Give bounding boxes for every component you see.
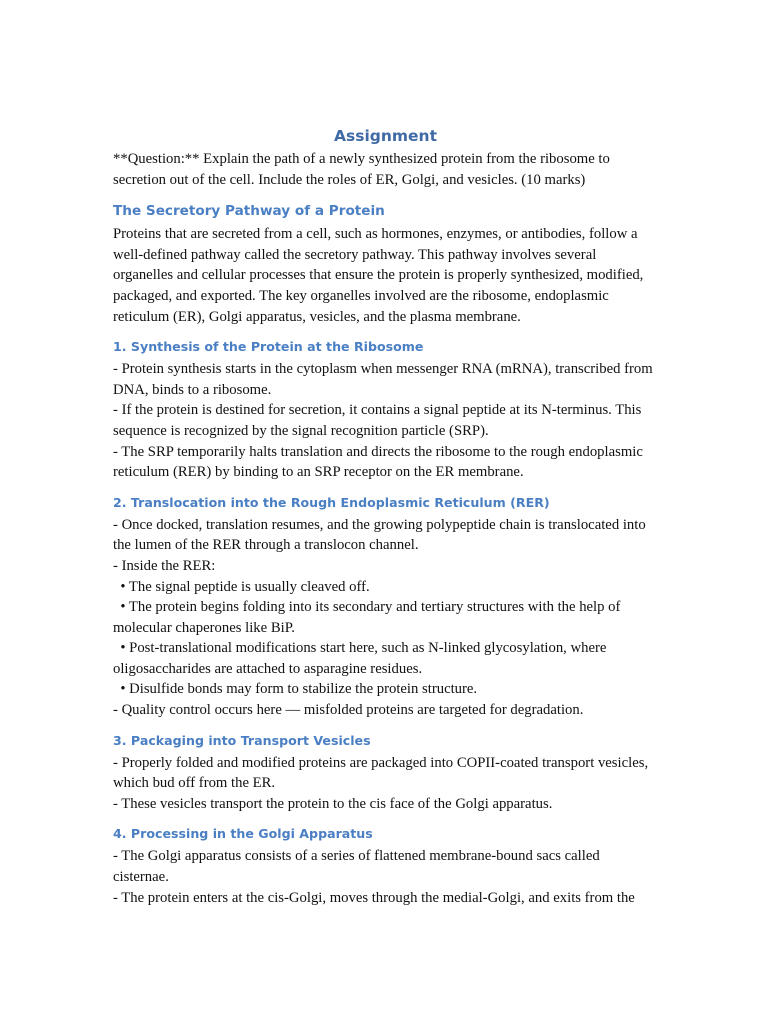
- body-line: - Properly folded and modified proteins are packaged into COPII-coated transport vesicles, which bud off from the ER.: [113, 754, 649, 792]
- section-1: [113, 337, 658, 483]
- body-line: - The protein enters at the cis-Golgi, moves through the medial-Golgi, and exits from the: [113, 889, 635, 906]
- section-2: [113, 493, 658, 721]
- body-line: - Protein synthesis starts in the cytoplasm when messenger RNA (mRNA), transcribed from DNA, binds to a ribosome.: [113, 361, 653, 398]
- section-body: [113, 846, 658, 908]
- section-heading: 2. Translocation into the Rough Endoplasmic Reticulum (RER): [113, 494, 550, 510]
- section-heading: 1. Synthesis of the Protein at the Ribosome: [113, 339, 424, 355]
- intro-paragraph: Proteins that are secreted from a cell, such as hormones, enzymes, or antibodies, follow a well-defined pathway called the secretory pathway. This pathway involves several organelles and cellular processes that ensure the protein is properly synthesized, modified, packaged, and exported. The key organelles involved are the ribosome, endoplasmic reticulum (ER), Golgi apparatus, vesicles, and the plasma membrane.: [113, 226, 644, 325]
- question-paragraph: **Question:** Explain the path of a newly synthesized protein from the ribosome to secretion out of the cell. Include the roles of ER, Golgi, and vesicles. (10 marks): [113, 151, 610, 188]
- body-line: - Once docked, translation resumes, and the growing polypeptide chain is translocated into the lumen of the RER through a translocon channel.: [113, 516, 646, 554]
- section-body: [113, 753, 658, 815]
- bullet-line: • Disulfide bonds may form to stabilize the protein structure.: [113, 681, 478, 698]
- body-line: - The SRP temporarily halts translation and directs the ribosome to the rough endoplasmic reticulum (RER) by binding to an SRP receptor on the ER membrane.: [113, 443, 643, 481]
- document-content: [113, 126, 658, 908]
- body-line: - Inside the RER:: [113, 557, 216, 574]
- main-heading: The Secretory Pathway of a Protein: [113, 203, 385, 220]
- section-heading: 4. Processing in the Golgi Apparatus: [113, 826, 373, 842]
- section-body: [113, 359, 658, 483]
- bullet-line: • The protein begins folding into its secondary and tertiary structures with the help of molecular chaperones like BiP.: [113, 599, 621, 636]
- body-line: - These vesicles transport the protein to the cis face of the Golgi apparatus.: [113, 795, 553, 812]
- bullet-line: • The signal peptide is usually cleaved off.: [113, 578, 370, 595]
- section-4: [113, 824, 658, 908]
- body-line: - The Golgi apparatus consists of a series of flattened membrane-bound sacs called cisternae.: [113, 848, 600, 886]
- section-3: [113, 731, 658, 815]
- section-heading: 3. Packaging into Transport Vesicles: [113, 732, 371, 748]
- section-body: [113, 515, 658, 721]
- body-line: - If the protein is destined for secretion, it contains a signal peptide at its N-terminus. This sequence is recognized by the signal recognition particle (SRP).: [113, 402, 642, 439]
- bullet-line: • Post-translational modifications start here, such as N-linked glycosylation, where oligosaccharides are attached to asparagine residues.: [113, 640, 607, 677]
- document-title: Assignment: [334, 127, 437, 145]
- body-line: - Quality control occurs here — misfolded proteins are targeted for degradation.: [113, 702, 584, 719]
